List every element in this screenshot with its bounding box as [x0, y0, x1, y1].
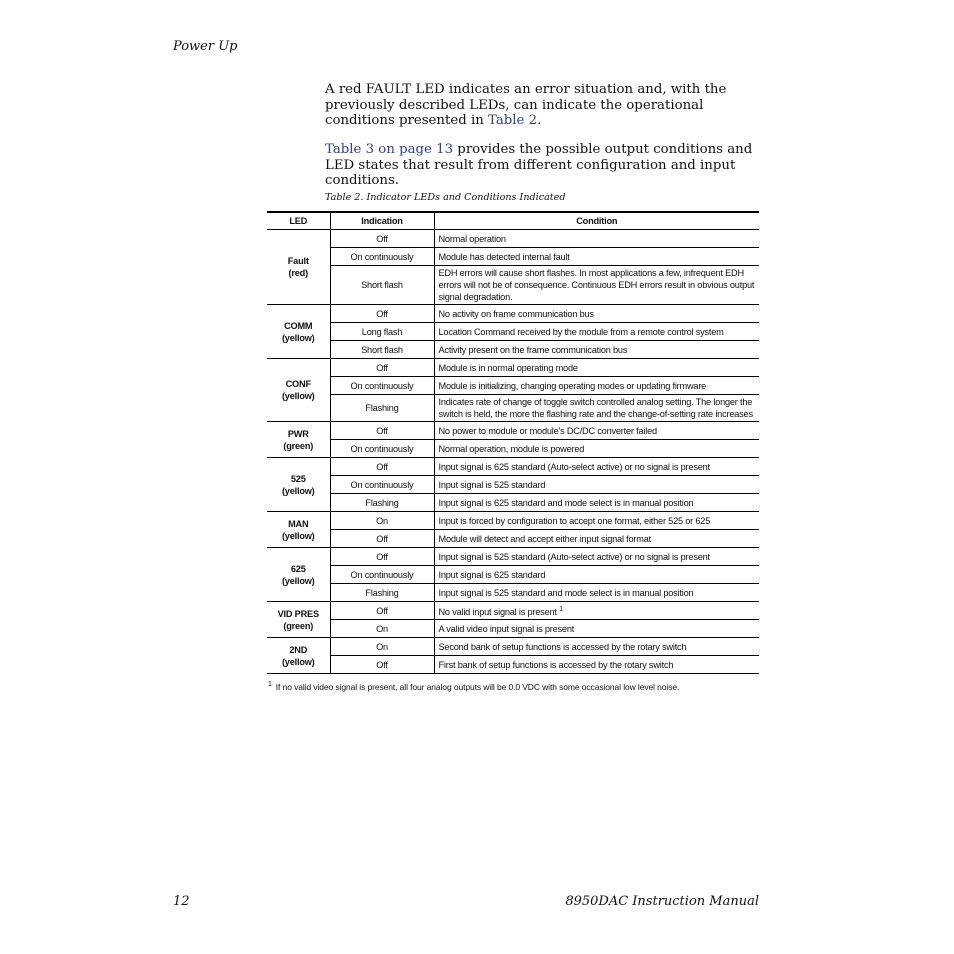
- condition-text: No activity on frame communication bus: [438, 308, 594, 319]
- table-row: [267, 266, 759, 305]
- condition-text: No valid input signal is present: [438, 606, 557, 617]
- condition-text: Second bank of setup functions is accessed by the rotary switch: [438, 641, 687, 652]
- indication-cell: Short flash: [330, 341, 434, 359]
- led-name-cell: [267, 359, 330, 422]
- table-row: [267, 638, 759, 656]
- condition-text: EDH errors will cause short flashes. In most applications a few, infrequent EDH errors will not be of consequence. Continuous EDH errors result in obvious output signal degradation.: [438, 268, 755, 302]
- running-header: Power Up: [173, 39, 238, 54]
- condition-text: Module will detect and accept either input signal format: [438, 533, 651, 544]
- indication-cell: Flashing: [330, 494, 434, 512]
- condition-cell: [434, 266, 759, 305]
- table-row: [267, 512, 759, 530]
- header-indication: Indication: [330, 212, 434, 230]
- condition-cell: [434, 602, 759, 620]
- indication-cell: Flashing: [330, 395, 434, 422]
- led-name: 2ND: [289, 644, 308, 655]
- condition-cell: [434, 248, 759, 266]
- condition-cell: [434, 620, 759, 638]
- condition-cell: [434, 458, 759, 476]
- led-color: (yellow): [281, 656, 315, 667]
- condition-text: Module has detected internal fault: [438, 251, 570, 262]
- table-row: [267, 305, 759, 323]
- indication-cell: On continuously: [330, 440, 434, 458]
- condition-text: Activity present on the frame communication bus: [438, 344, 628, 355]
- table-row: [267, 422, 759, 440]
- table-row: [267, 458, 759, 476]
- p1-text: A red FAULT LED indicates an error situation and, with the previously described LEDs, can indicate the operational conditions presented in: [325, 82, 727, 128]
- condition-cell: [434, 638, 759, 656]
- indication-cell: On: [330, 620, 434, 638]
- condition-text: Module is in normal operating mode: [438, 362, 578, 373]
- condition-text: Indicates rate of change of toggle switch controlled analog setting. The longer the switch is held, the more the flashing rate and the change-of-setting rate increases: [438, 397, 753, 419]
- condition-cell: [434, 566, 759, 584]
- intro-paragraph-1: [325, 82, 761, 129]
- p1-end: .: [537, 113, 542, 128]
- condition-text: Normal operation: [438, 233, 506, 244]
- condition-text: A valid video input signal is present: [438, 623, 575, 634]
- condition-text: Module is initializing, changing operating modes or updating firmware: [438, 380, 707, 391]
- condition-cell: [434, 476, 759, 494]
- table-row: [267, 602, 759, 620]
- condition-text: Location Command received by the module from a remote control system: [438, 326, 724, 337]
- indication-cell: On continuously: [330, 248, 434, 266]
- indication-cell: Off: [330, 458, 434, 476]
- indication-cell: Off: [330, 230, 434, 248]
- condition-text: Input signal is 625 standard: [438, 569, 546, 580]
- led-name: Fault: [287, 256, 309, 266]
- condition-cell: [434, 395, 759, 422]
- condition-text: First bank of setup functions is accessed by the rotary switch: [438, 659, 674, 670]
- header-condition: Condition: [434, 212, 759, 230]
- intro-paragraph-2: [325, 142, 761, 189]
- indication-cell: Flashing: [330, 584, 434, 602]
- condition-text: Input is forced by configuration to accept one format, either 525 or 625: [438, 515, 711, 526]
- table-row: [267, 248, 759, 266]
- led-name-cell: [267, 638, 330, 674]
- condition-cell: [434, 305, 759, 323]
- footnote-reference: 1: [559, 605, 563, 613]
- indication-cell: Long flash: [330, 323, 434, 341]
- led-name-cell: [267, 548, 330, 602]
- condition-cell: [434, 341, 759, 359]
- table-row: [267, 530, 759, 548]
- led-color: (red): [288, 268, 308, 278]
- table-row: [267, 476, 759, 494]
- table-row: [267, 440, 759, 458]
- condition-cell: [434, 440, 759, 458]
- indication-cell: On: [330, 512, 434, 530]
- header-led: LED: [267, 212, 330, 230]
- indication-cell: Off: [330, 656, 434, 674]
- led-color: (green): [283, 440, 314, 451]
- led-name-cell: [267, 512, 330, 548]
- table-2-link[interactable]: Table 2: [487, 113, 538, 128]
- condition-cell: [434, 512, 759, 530]
- indication-cell: On: [330, 638, 434, 656]
- condition-cell: [434, 422, 759, 440]
- condition-cell: [434, 359, 759, 377]
- condition-cell: [434, 494, 759, 512]
- led-color: (green): [283, 620, 314, 631]
- footnote-text: If no valid video signal is present, all four analog outputs will be 0.0 VDC with some occasional low level noise.: [275, 682, 680, 692]
- condition-cell: [434, 548, 759, 566]
- table-header-row: [267, 212, 759, 230]
- led-name: VID PRES: [277, 608, 319, 619]
- table-row: [267, 494, 759, 512]
- table-row: [267, 359, 759, 377]
- table-body: [267, 230, 759, 674]
- condition-cell: [434, 530, 759, 548]
- led-table: [267, 211, 759, 674]
- led-name-cell: [267, 422, 330, 458]
- indication-cell: On continuously: [330, 377, 434, 395]
- p2-text: provides the possible output conditions and LED states that result from different configuration and input conditions.: [325, 142, 753, 188]
- indication-cell: Short flash: [330, 266, 434, 305]
- footnote: [268, 681, 679, 692]
- table-row: [267, 656, 759, 674]
- table-row: [267, 323, 759, 341]
- condition-text: Input signal is 525 standard: [438, 479, 546, 490]
- indication-cell: On continuously: [330, 476, 434, 494]
- table-row: [267, 341, 759, 359]
- led-color: (yellow): [281, 530, 315, 541]
- led-color: (yellow): [281, 391, 315, 401]
- led-name-cell: [267, 458, 330, 512]
- table-row: [267, 548, 759, 566]
- condition-cell: [434, 230, 759, 248]
- condition-cell: [434, 656, 759, 674]
- table-row: [267, 584, 759, 602]
- indication-cell: Off: [330, 305, 434, 323]
- table-row: [267, 620, 759, 638]
- condition-text: Input signal is 625 standard and mode select is in manual position: [438, 497, 694, 508]
- indication-cell: Off: [330, 359, 434, 377]
- condition-text: Input signal is 525 standard (Auto-select active) or no signal is present: [438, 551, 710, 562]
- led-color: (yellow): [281, 575, 315, 586]
- led-name-cell: [267, 602, 330, 638]
- condition-text: Input signal is 525 standard and mode select is in manual position: [438, 587, 694, 598]
- footnote-mark: 1: [268, 681, 272, 688]
- table-caption: Table 2. Indicator LEDs and Conditions Indicated: [325, 192, 566, 203]
- condition-cell: [434, 377, 759, 395]
- condition-cell: [434, 323, 759, 341]
- table-row: [267, 230, 759, 248]
- table-row: [267, 377, 759, 395]
- led-name: COMM: [284, 320, 313, 331]
- led-name-cell: [267, 230, 330, 305]
- table-row: [267, 566, 759, 584]
- condition-cell: [434, 584, 759, 602]
- led-name: PWR: [287, 428, 309, 439]
- table-3-link[interactable]: Table 3 on page 13: [325, 142, 454, 157]
- condition-text: Normal operation, module is powered: [438, 443, 585, 454]
- led-color: (yellow): [281, 332, 315, 343]
- led-name: 525: [290, 473, 306, 484]
- indication-cell: On continuously: [330, 566, 434, 584]
- led-name-cell: [267, 305, 330, 359]
- led-name: MAN: [288, 518, 309, 529]
- led-name: CONF: [285, 379, 311, 389]
- indication-cell: Off: [330, 548, 434, 566]
- indication-cell: Off: [330, 422, 434, 440]
- led-color: (yellow): [281, 485, 315, 496]
- led-name: 625: [290, 563, 306, 574]
- condition-text: No power to module or module's DC/DC converter failed: [438, 425, 657, 436]
- table-row: [267, 395, 759, 422]
- indication-cell: Off: [330, 530, 434, 548]
- page-number: 12: [173, 894, 190, 909]
- indication-cell: Off: [330, 602, 434, 620]
- condition-text: Input signal is 625 standard (Auto-select active) or no signal is present: [438, 461, 710, 472]
- manual-title: 8950DAC Instruction Manual: [565, 894, 759, 909]
